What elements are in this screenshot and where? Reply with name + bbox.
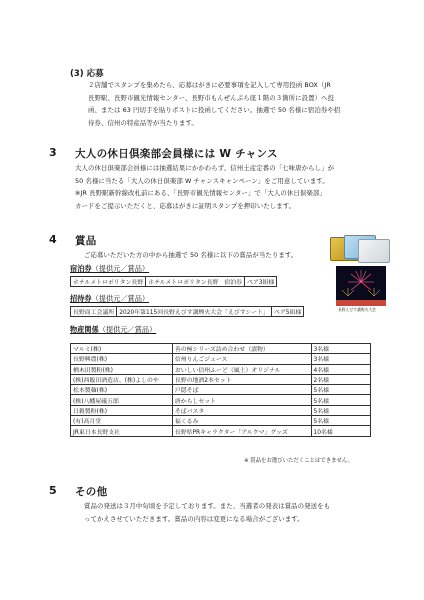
table-cell: 5名様 — [311, 416, 370, 426]
table-cell: (株)西飯田酒造店、(株)よしのや — [71, 374, 173, 384]
goods-label-sub: （提供元／賞品） — [98, 325, 157, 334]
table-row — [71, 405, 371, 415]
section-3-line: 大人の休日倶楽部会員様には抽選結果にかかわらず、信州土産定番の「七味唐からし」が — [75, 164, 335, 172]
section-3-line: ※JR 長野駅新幹線改札前にある、「長野市観光情報センター」で「大人の休日倶楽部」 — [75, 189, 326, 197]
section-4-intro: ご応募いただいた方の中から抽選で 50 名様に以下の賞品が当たります。 — [84, 251, 298, 259]
section-3-number: 3 — [49, 146, 57, 159]
table-cell: 福くるみ — [172, 416, 311, 426]
table-cell: 5名様 — [311, 395, 370, 405]
table-cell: 善の極シリーズ詰め合わせ（漬物） — [172, 344, 311, 354]
table-cell: (有)高月堂 — [71, 416, 173, 426]
table-cell: (株)八幡屋礒五郎 — [71, 395, 173, 405]
table-row — [71, 395, 371, 405]
table-row — [71, 344, 371, 354]
apply-paragraph — [88, 79, 388, 129]
table-cell: 長野県PRキャラクター「アルクマ」グッズ — [172, 426, 311, 436]
table-cell: マルミ(株) — [71, 344, 173, 354]
table-cell: 3名様 — [311, 344, 370, 354]
table-cell: 唐からしセット — [172, 395, 311, 405]
table-row — [71, 385, 371, 395]
table-row — [71, 374, 371, 384]
section-3-title: 大人の休日倶楽部会員様には W チャンス — [75, 148, 278, 160]
goods-label-text: 物産関係 — [70, 325, 99, 334]
apply-line: 待券、信州の特産品等が当たります。 — [88, 118, 198, 127]
fireworks-image — [336, 266, 386, 306]
invite-label-sub: （提供元／賞品） — [91, 294, 150, 303]
section-3-line: 50 名様に当たる「大人の休日倶楽部 W チャンスキャンペーン」をご用意しています。 — [75, 176, 329, 185]
apply-heading: (3) 応募 — [70, 69, 104, 79]
apply-line: ２店舗でスタンプを集めたら、応募はがきに必要事項を記入して専用投函 BOX（JR — [88, 81, 331, 89]
table-cell: 長野の地酒2本セット — [172, 374, 311, 384]
table-row — [71, 364, 371, 374]
goods-label — [70, 325, 156, 335]
apply-line: 函、または 63 円切手を貼りポストに投函してください。抽選で 50 名様に宿泊券や招 — [88, 106, 341, 114]
table-cell: 2名様 — [311, 374, 370, 384]
fireworks-photo — [336, 266, 386, 306]
section-5-paragraph — [84, 500, 384, 525]
table-cell: 信州りんごジュース — [172, 354, 311, 364]
fireworks-caption: 長野えびす講煙火大会 — [338, 307, 376, 312]
section-4-number: 4 — [49, 233, 57, 246]
table-cell: おいしい信州ふーど（風土）オリジナル — [172, 364, 311, 374]
lodging-table — [70, 276, 277, 287]
table-row — [71, 426, 371, 436]
table-cell: 5名様 — [311, 405, 370, 415]
lodging-label-sub: （提供元／賞品） — [91, 264, 150, 273]
invite-label — [70, 294, 149, 304]
member-cards-image — [330, 233, 388, 267]
table-cell: ペア5組様 — [271, 307, 303, 317]
table-cell: 松本製麺(株) — [71, 385, 173, 395]
section-5-number: 5 — [49, 484, 57, 497]
table-cell: そばパスタ — [172, 405, 311, 415]
table-cell: 長野興農(株) — [71, 354, 173, 364]
table-cell: ペア3組様 — [245, 277, 277, 287]
table-row — [71, 307, 304, 317]
table-cell: 2020年第115回長野えびす講煙火大会「えびすシート」 — [117, 307, 272, 317]
section-5-line: ってかえさせていただきます。賞品の内容は変更になる場合がございます。 — [84, 514, 304, 523]
lodging-label — [70, 264, 149, 274]
table-cell: 日穀製粉(株) — [71, 405, 173, 415]
lodging-label-text: 宿泊券 — [70, 264, 92, 273]
table-cell: 栖木田製粉(株) — [71, 364, 173, 374]
invite-table — [70, 306, 304, 317]
section-3-paragraph — [75, 162, 385, 212]
table-cell: 戸隠そば — [172, 385, 311, 395]
goods-table-body — [71, 344, 371, 437]
section-4-title: 賞品 — [75, 235, 97, 247]
section-3-line: カードをご提示いただくと、応募はがきに証明スタンプを押印いたします。 — [75, 201, 296, 210]
table-cell: JR東日本長野支社 — [71, 426, 173, 436]
table-cell: 4名様 — [311, 364, 370, 374]
table-cell: ホテルメトロポリタン長野 — [71, 277, 146, 287]
table-row — [71, 416, 371, 426]
table-cell: ホテルメトロポリタン長野 宿泊券 — [146, 277, 245, 287]
table-row — [71, 354, 371, 364]
apply-line: 長野駅、長野市観光情報センター、長野市もんぜんぷら座１階の３箇所に設置）へ投 — [88, 93, 335, 102]
table-cell: 3名様 — [311, 354, 370, 364]
section-5-line: 賞品の発送は３月中旬頃を予定しております。また、当選者の発表は賞品の発送をも — [84, 502, 331, 510]
table-cell: 5名様 — [311, 385, 370, 395]
table-cell: 10名様 — [311, 426, 370, 436]
table-cell: 長野商工会議所 — [71, 307, 117, 317]
invite-label-text: 招待券 — [70, 294, 92, 303]
table-row — [71, 277, 277, 287]
goods-note: ※ 賞品をお選びいただくことはできません。 — [244, 458, 353, 464]
section-5-title: その他 — [75, 486, 108, 498]
goods-table — [70, 343, 371, 437]
